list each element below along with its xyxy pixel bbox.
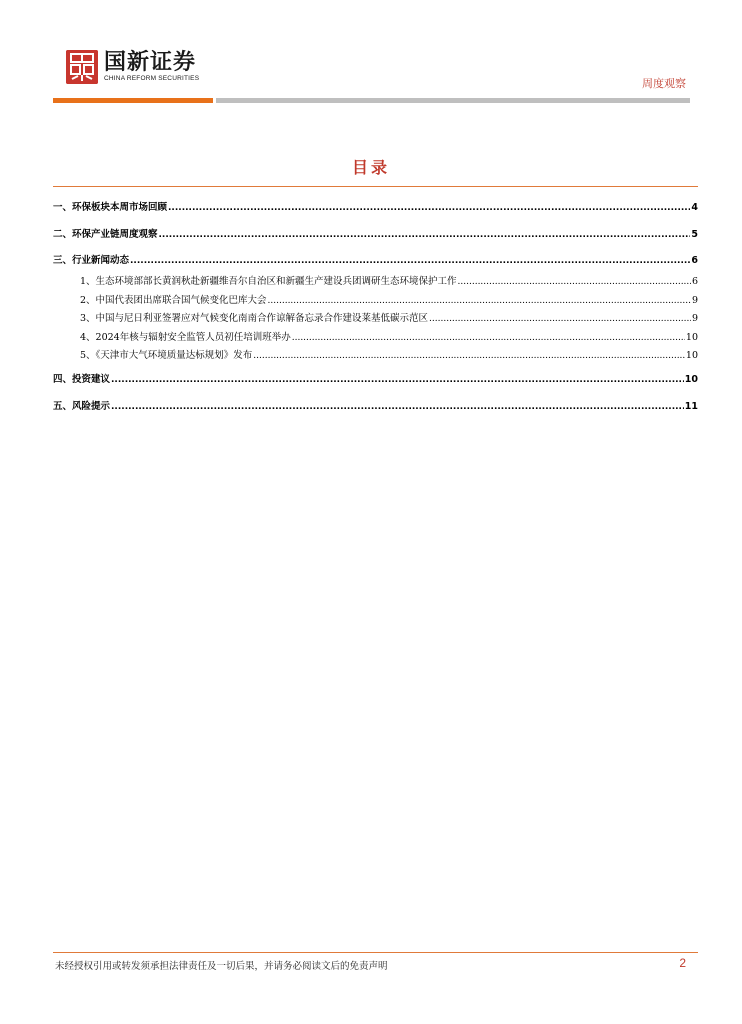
toc-leader-dots: [111, 373, 684, 387]
toc-entry-page: 5: [691, 229, 698, 240]
toc-entry-page: 10: [685, 332, 698, 343]
logo-name-en: CHINA REFORM SECURITIES: [104, 75, 200, 82]
toc-leader-dots: [168, 201, 690, 215]
footer-disclaimer: 未经授权引用或转发须承担法律责任及一切后果，并请务必阅读文后的免责声明: [55, 961, 388, 972]
toc-leader-dots: [292, 331, 685, 345]
toc-leader-dots: [130, 254, 690, 268]
toc-leader-dots: [429, 312, 691, 326]
toc-entry-text: 一、环保板块本周市场回顾: [53, 202, 168, 213]
toc-title-rule: [53, 186, 698, 187]
toc-entry-page: 9: [691, 295, 698, 306]
toc-entry-text: 5、《天津市大气环境质量达标规划》发布: [80, 350, 253, 361]
toc-subentry[interactable]: [53, 273, 698, 289]
toc-subentry[interactable]: [53, 347, 698, 363]
logo-name-cn: 国新证券: [104, 50, 197, 75]
toc-entry-page: 6: [691, 255, 698, 266]
logo-emblem-icon: [66, 50, 98, 84]
toc-leader-dots: [268, 294, 691, 308]
toc-entry[interactable]: [53, 371, 698, 387]
company-logo: [66, 48, 199, 86]
toc-entry-page: 11: [684, 401, 698, 412]
toc-entry-page: 6: [691, 276, 698, 287]
toc-subentry[interactable]: [53, 310, 698, 326]
toc-entry-text: 四、投资建议: [53, 374, 111, 385]
toc-entry-text: 五、风险提示: [53, 401, 111, 412]
report-type-label: 周度观察: [642, 77, 686, 90]
toc-entry-text: 2、中国代表团出席联合国气候变化巴库大会: [80, 295, 267, 306]
toc-entry-text: 三、行业新闻动态: [53, 255, 130, 266]
toc-title: 目录: [351, 158, 390, 177]
toc-entry[interactable]: [53, 398, 698, 414]
toc-entry-text: 二、环保产业链周度观察: [53, 229, 158, 240]
toc-entry-text: 4、2024年核与辐射安全监管人员初任培训班举办: [80, 332, 291, 343]
header-accent-bar: [53, 98, 213, 103]
toc-entry-page: 4: [691, 202, 698, 213]
toc-entry-page: 9: [691, 313, 698, 324]
toc-entry[interactable]: [53, 199, 698, 215]
page-number: 2: [679, 956, 686, 970]
toc-leader-dots: [458, 275, 691, 289]
toc-subentry[interactable]: [53, 329, 698, 345]
toc-entry[interactable]: [53, 252, 698, 268]
toc-entry-text: 1、生态环境部部长黄润秋赴新疆维吾尔自治区和新疆生产建设兵团调研生态环境保护工作: [80, 276, 457, 287]
toc-leader-dots: [111, 400, 684, 414]
header-divider-bar: [216, 98, 690, 103]
footer-rule: [53, 952, 698, 953]
toc-entry-text: 3、中国与尼日利亚签署应对气候变化南南合作谅解备忘录合作建设莱基低碳示范区: [80, 313, 429, 324]
toc-entry-page: 10: [684, 374, 698, 385]
toc-subentry[interactable]: [53, 292, 698, 308]
toc-leader-dots: [253, 349, 685, 363]
toc-entry-page: 10: [685, 350, 698, 361]
toc-leader-dots: [159, 228, 691, 242]
toc-entry[interactable]: [53, 226, 698, 242]
